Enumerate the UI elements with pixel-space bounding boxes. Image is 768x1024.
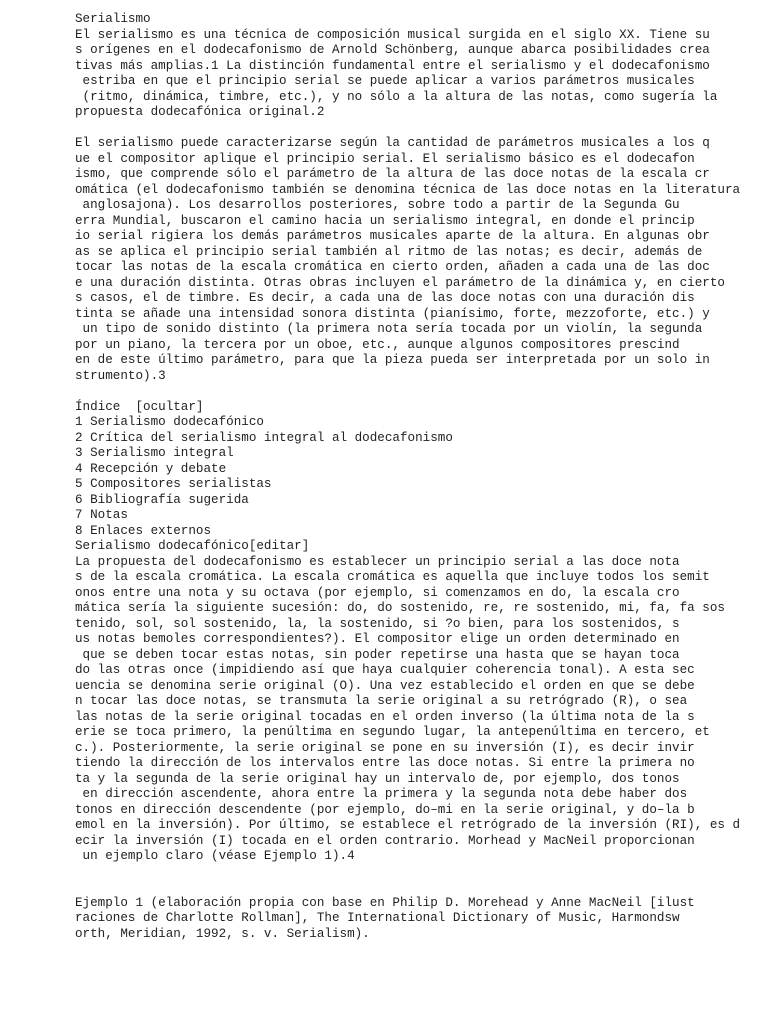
- text-line: 6 Bibliografía sugerida: [75, 492, 249, 507]
- text-line: tinta se añade una intensidad sonora distinta (pianísimo, forte, mezzoforte, etc.) y: [75, 306, 710, 321]
- text-line: un tipo de sonido distinto (la primera nota sería tocada por un violín, la segunda: [75, 322, 703, 336]
- text-block: [75, 12, 765, 121]
- text-line: e una duración distinta. Otras obras incluyen el parámetro de la dinámica y, en cierto: [75, 275, 725, 290]
- text-line: tenido, sol, sol sostenido, la, la sostenido, si ?o bien, para los sostenidos, s: [75, 616, 680, 631]
- text-line: tivas más amplias.1 La distinción fundamental entre el serialismo y el dodecafonismo: [75, 58, 710, 73]
- text-line: uencia se denomina serie original (O). Una vez establecido el orden en que se debe: [75, 678, 695, 693]
- text-line: La propuesta del dodecafonismo es establecer un principio serial a las doce nota: [75, 554, 680, 569]
- text-line: do las otras once (impidiendo así que haya cualquier coherencia tonal). A esta sec: [75, 663, 695, 677]
- text-line: erie se toca primero, la penúltima en segundo lugar, la antepenúltima en tercero, et: [75, 725, 710, 739]
- text-line: por un piano, la tercera por un oboe, etc., aunque algunos compositores prescind: [75, 337, 680, 352]
- text-line: as se aplica el principio serial también al ritmo de las notas; es decir, además de: [75, 244, 703, 259]
- text-line: 4 Recepción y debate: [75, 461, 227, 476]
- text-line: mática sería la siguiente sucesión: do, do sostenido, re, re sostenido, mi, fa, fa sos: [75, 601, 725, 615]
- text-line: las notas de la serie original tocadas en el orden inverso (la última nota de la s: [75, 709, 695, 724]
- text-line: en dirección ascendente, ahora entre la primera y la segunda nota debe haber dos: [75, 787, 688, 801]
- text-line: estriba en que el principio serial se puede aplicar a varios parámetros musicales: [75, 74, 695, 88]
- text-block: [75, 896, 765, 943]
- text-line: 3 Serialismo integral: [75, 446, 234, 460]
- text-block: [75, 136, 765, 384]
- text-line: ecir la inversión (I) tocada en el orden contrario. Morhead y MacNeil proporcionan: [75, 833, 695, 848]
- text-line: s de la escala cromática. La escala cromática es aquella que incluye todos los semit: [75, 570, 710, 584]
- text-line: 8 Enlaces externos: [75, 523, 212, 538]
- text-line: Serialismo: [75, 12, 151, 26]
- text-line: El serialismo es una técnica de composición musical surgida en el siglo XX. Tiene su: [75, 27, 710, 42]
- text-line: emol en la inversión). Por último, se establece el retrógrado de la inversión (RI), es d: [75, 818, 741, 832]
- text-line: 2 Crítica del serialismo integral al dodecafonismo: [75, 430, 453, 445]
- text-line: en de este último parámetro, para que la pieza pueda ser interpretada por un solo in: [75, 353, 710, 367]
- text-line: s casos, el de timbre. Es decir, a cada una de las doce notas con una duración dis: [75, 291, 695, 305]
- text-line: onos entre una nota y su octava (por ejemplo, si comenzamos en do, la escala cro: [75, 585, 680, 600]
- text-line: Ejemplo 1 (elaboración propia con base en Philip D. Morehead y Anne MacNeil [ilust: [75, 895, 695, 910]
- document-body: [75, 12, 765, 942]
- text-line: tonos en dirección descendente (por ejemplo, do–mi en la serie original, y do–la b: [75, 802, 695, 817]
- text-line: Índice [ocultar]: [75, 399, 204, 414]
- text-line: omática (el dodecafonismo también se denomina técnica de las doce notas en la literatura: [75, 182, 741, 197]
- text-line: strumento).3: [75, 368, 166, 383]
- text-line: tocar las notas de la escala cromática en cierto orden, añaden a cada una de las doc: [75, 260, 710, 274]
- text-line: us notas bemoles correspondientes?). El compositor elige un orden determinado en: [75, 632, 680, 646]
- text-line: anglosajona). Los desarrollos posteriores, sobre todo a partir de la Segunda Gu: [75, 198, 680, 212]
- text-line: io serial rigiera los demás parámetros musicales aparte de la altura. En algunas obr: [75, 229, 710, 243]
- text-line: tiendo la dirección de los intervalos entre las doce notas. Si entre la primera no: [75, 756, 695, 770]
- paragraph-gap: [75, 865, 765, 896]
- text-line: un ejemplo claro (véase Ejemplo 1).4: [75, 849, 355, 863]
- text-line: 1 Serialismo dodecafónico: [75, 415, 264, 429]
- text-line: ue el compositor aplique el principio serial. El serialismo básico es el dodecafon: [75, 151, 695, 166]
- text-line: orth, Meridian, 1992, s. v. Serialism).: [75, 926, 370, 941]
- text-line: El serialismo puede caracterizarse según la cantidad de parámetros musicales a los q: [75, 136, 710, 150]
- text-line: Serialismo dodecafónico[editar]: [75, 539, 310, 553]
- text-line: 7 Notas: [75, 508, 128, 522]
- paragraph-gap: [75, 121, 765, 137]
- text-line: ta y la segunda de la serie original hay un intervalo de, por ejemplo, dos tonos: [75, 771, 680, 786]
- text-line: propuesta dodecafónica original.2: [75, 105, 325, 119]
- text-line: ismo, que comprende sólo el parámetro de la altura de las doce notas de la escala cr: [75, 167, 710, 181]
- text-block: [75, 400, 765, 865]
- text-line: (ritmo, dinámica, timbre, etc.), y no sólo a la altura de las notas, como sugería la: [75, 89, 718, 104]
- text-line: c.). Posteriormente, la serie original se pone en su inversión (I), es decir invir: [75, 740, 695, 755]
- text-line: erra Mundial, buscaron el camino hacia un serialismo integral, en donde el princip: [75, 213, 695, 228]
- text-line: s orígenes en el dodecafonismo de Arnold Schönberg, aunque abarca posibilidades crea: [75, 43, 710, 57]
- text-line: raciones de Charlotte Rollman], The International Dictionary of Music, Harmondsw: [75, 911, 680, 925]
- paragraph-gap: [75, 384, 765, 400]
- text-line: 5 Compositores serialistas: [75, 477, 272, 491]
- text-line: que se deben tocar estas notas, sin poder repetirse una hasta que se hayan toca: [75, 647, 680, 662]
- text-line: n tocar las doce notas, se transmuta la serie original a su retrógrado (R), o sea: [75, 694, 688, 708]
